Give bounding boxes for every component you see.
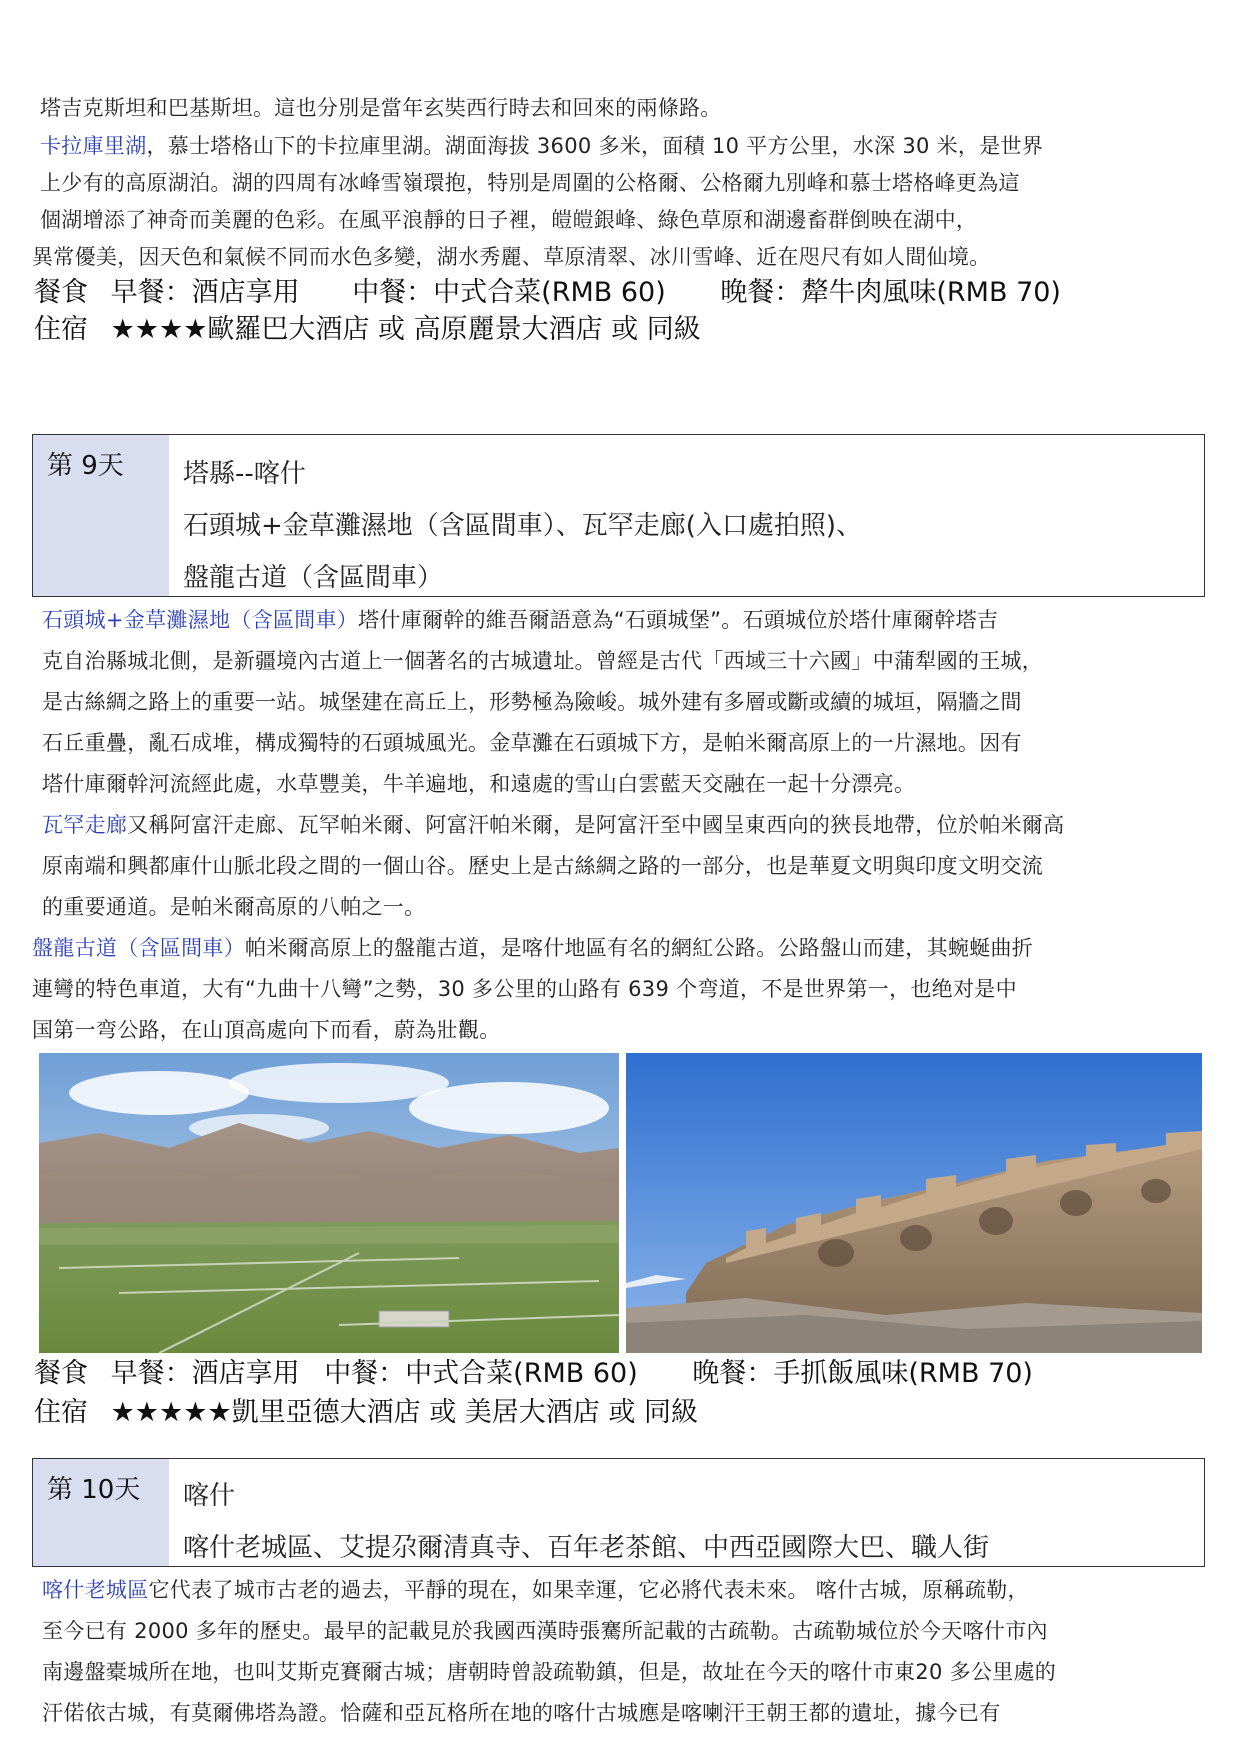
day9-sights-1: 石頭城+金草灘濕地（含區間車）、瓦罕走廊(入口處拍照)、 xyxy=(183,511,863,541)
breakfast: 早餐：酒店享用 xyxy=(110,277,300,308)
day9-label: 第 9天 xyxy=(33,435,169,596)
wakhan-text-1: 又稱阿富汗走廊、瓦罕帕米爾、阿富汗帕米爾，是阿富汗至中國呈東西向的狹長地帶，位於帕米爾高 xyxy=(127,813,1065,837)
panlong-text-1: 帕米爾高原上的盤龍古道，是喀什地區有名的網紅公路。公路盤山而建，其蜿蜒曲折 xyxy=(245,936,1034,960)
day9-header-box xyxy=(32,434,1205,597)
meals-label: 餐食 xyxy=(34,277,88,308)
karakul-line-1 xyxy=(40,126,1043,167)
lunch: 中餐：中式合菜(RMB 60) xyxy=(324,1358,638,1389)
panlong-line-3: 国第一弯公路，在山頂高處向下而看，蔚為壯觀。 xyxy=(32,1018,501,1042)
day9-route: 塔縣--喀什 xyxy=(183,459,306,489)
meals-label: 餐食 xyxy=(34,1358,88,1389)
day10-header-box xyxy=(32,1458,1205,1567)
breakfast: 早餐：酒店享用 xyxy=(110,1358,300,1389)
dinner: 晚餐：手抓飯風味(RMB 70) xyxy=(692,1358,1033,1389)
karakul-line-4: 異常優美，因天色和氣候不同而水色多變，湖水秀麗、草原清翠、冰川雪峰、近在咫尺有如人間仙境。 xyxy=(32,245,991,269)
hotel-label: 住宿 xyxy=(34,1397,88,1428)
karakul-title: 卡拉庫里湖 xyxy=(40,134,147,158)
wetland-photo xyxy=(39,1053,619,1353)
day9-hotel xyxy=(34,1393,698,1433)
hotel-text: ★★★★★凱里亞德大酒店 或 美居大酒店 或 同級 xyxy=(110,1397,698,1428)
intro-paragraph xyxy=(40,88,722,129)
wakhan-line-3: 的重要通道。是帕米爾高原的八帕之一。 xyxy=(42,895,426,919)
stonecity-line-4: 石丘重疊，亂石成堆，構成獨特的石頭城風光。金草灘在石頭城下方，是帕米爾高原上的一片濕地。因有 xyxy=(42,731,1022,755)
dinner: 晚餐：犛牛肉風味(RMB 70) xyxy=(720,277,1061,308)
stonecity-text-1: 塔什庫爾幹的維吾爾語意為“石頭城堡”。石頭城位於塔什庫爾幹塔吉 xyxy=(358,608,999,632)
panlong-line-1 xyxy=(32,928,1033,969)
panlong-title: 盤龍古道（含區間車） xyxy=(32,936,245,960)
stonecity-line-2: 克自治縣城北側，是新疆境內古道上一個著名的古城遺址。曾經是古代「西域三十六國」中蒲犁國的王城， xyxy=(42,649,1044,673)
day10-label: 第 10天 xyxy=(33,1459,169,1566)
lunch: 中餐：中式合菜(RMB 60) xyxy=(352,277,666,308)
kashgar-line-2: 至今已有 2000 多年的歷史。最早的記載見於我國西漢時張騫所記載的古疏勒。古疏勒城位於今天喀什市內 xyxy=(42,1619,1048,1643)
day10-sights-1: 喀什老城區、艾提尕爾清真寺、百年老茶館、中西亞國際大巴、職人街 xyxy=(183,1533,990,1563)
wakhan-line-2: 原南端和興都庫什山脈北段之間的一個山谷。歷史上是古絲綢之路的一部分，也是華夏文明與印度文明交流 xyxy=(42,854,1044,878)
hotel-label: 住宿 xyxy=(34,314,88,345)
stonecity-title: 石頭城+金草灘濕地（含區間車） xyxy=(42,608,359,632)
day8-meals xyxy=(34,273,1061,313)
day9-meals xyxy=(34,1354,1033,1394)
kashgar-line-1 xyxy=(42,1570,1029,1611)
kashgar-line-4: 汗偌依古城，有莫爾佛塔為證。恰薩和亞瓦格所在地的喀什古城應是喀喇汗王朝王都的遺址，據今已有 xyxy=(42,1701,1001,1725)
day8-hotel xyxy=(34,310,701,350)
stone-city-photo-image xyxy=(626,1053,1202,1353)
kashgar-text-1: 它代表了城市古老的過去，平靜的現在，如果幸運，它必將代表未來。 喀什古城，原稱疏勒， xyxy=(148,1578,1029,1602)
stonecity-line-5: 塔什庫爾幹河流經此處，水草豐美，牛羊遍地，和遠處的雪山白雲藍天交融在一起十分漂亮。 xyxy=(42,772,916,796)
karakul-text-1: ，慕士塔格山下的卡拉庫里湖。湖面海拔 3600 多米，面積 10 平方公里，水深 30 米，是世界 xyxy=(146,134,1044,158)
intro-line: 塔吉克斯坦和巴基斯坦。這也分別是當年玄奘西行時去和回來的兩條路。 xyxy=(40,96,722,120)
stone-city-photo xyxy=(626,1053,1202,1353)
day10-route: 喀什 xyxy=(183,1481,236,1511)
day9-sights-2: 盤龍古道（含區間車） xyxy=(183,563,444,593)
karakul-line-3: 個湖增添了神奇而美麗的色彩。在風平浪靜的日子裡，皚皚銀峰、綠色草原和湖邊畜群倒映在湖中， xyxy=(40,208,978,232)
wakhan-line-1 xyxy=(42,805,1064,846)
hotel-text: ★★★★歐羅巴大酒店 或 高原麗景大酒店 或 同級 xyxy=(110,314,701,345)
wetland-photo-image xyxy=(39,1053,619,1353)
stonecity-line-3: 是古絲綢之路上的重要一站。城堡建在高丘上，形勢極為險峻。城外建有多層或斷或續的城垣，隔牆之間 xyxy=(42,690,1022,714)
kashgar-line-3: 南邊盤橐城所在地，也叫艾斯克賽爾古城；唐朝時曾設疏勒鎮，但是，故址在今天的喀什市東20 多公里處的 xyxy=(42,1660,1057,1684)
kashgar-title: 喀什老城區 xyxy=(42,1578,149,1602)
wakhan-title: 瓦罕走廊 xyxy=(42,813,128,837)
stonecity-line-1 xyxy=(42,600,998,641)
karakul-line-2: 上少有的高原湖泊。湖的四周有冰峰雪嶺環抱，特別是周圍的公格爾、公格爾九別峰和慕士塔格峰更為這 xyxy=(40,171,1020,195)
panlong-line-2: 連彎的特色車道，大有“九曲十八彎”之勢，30 多公里的山路有 639 个弯道，不是世界第一，也绝对是中 xyxy=(32,977,1017,1001)
